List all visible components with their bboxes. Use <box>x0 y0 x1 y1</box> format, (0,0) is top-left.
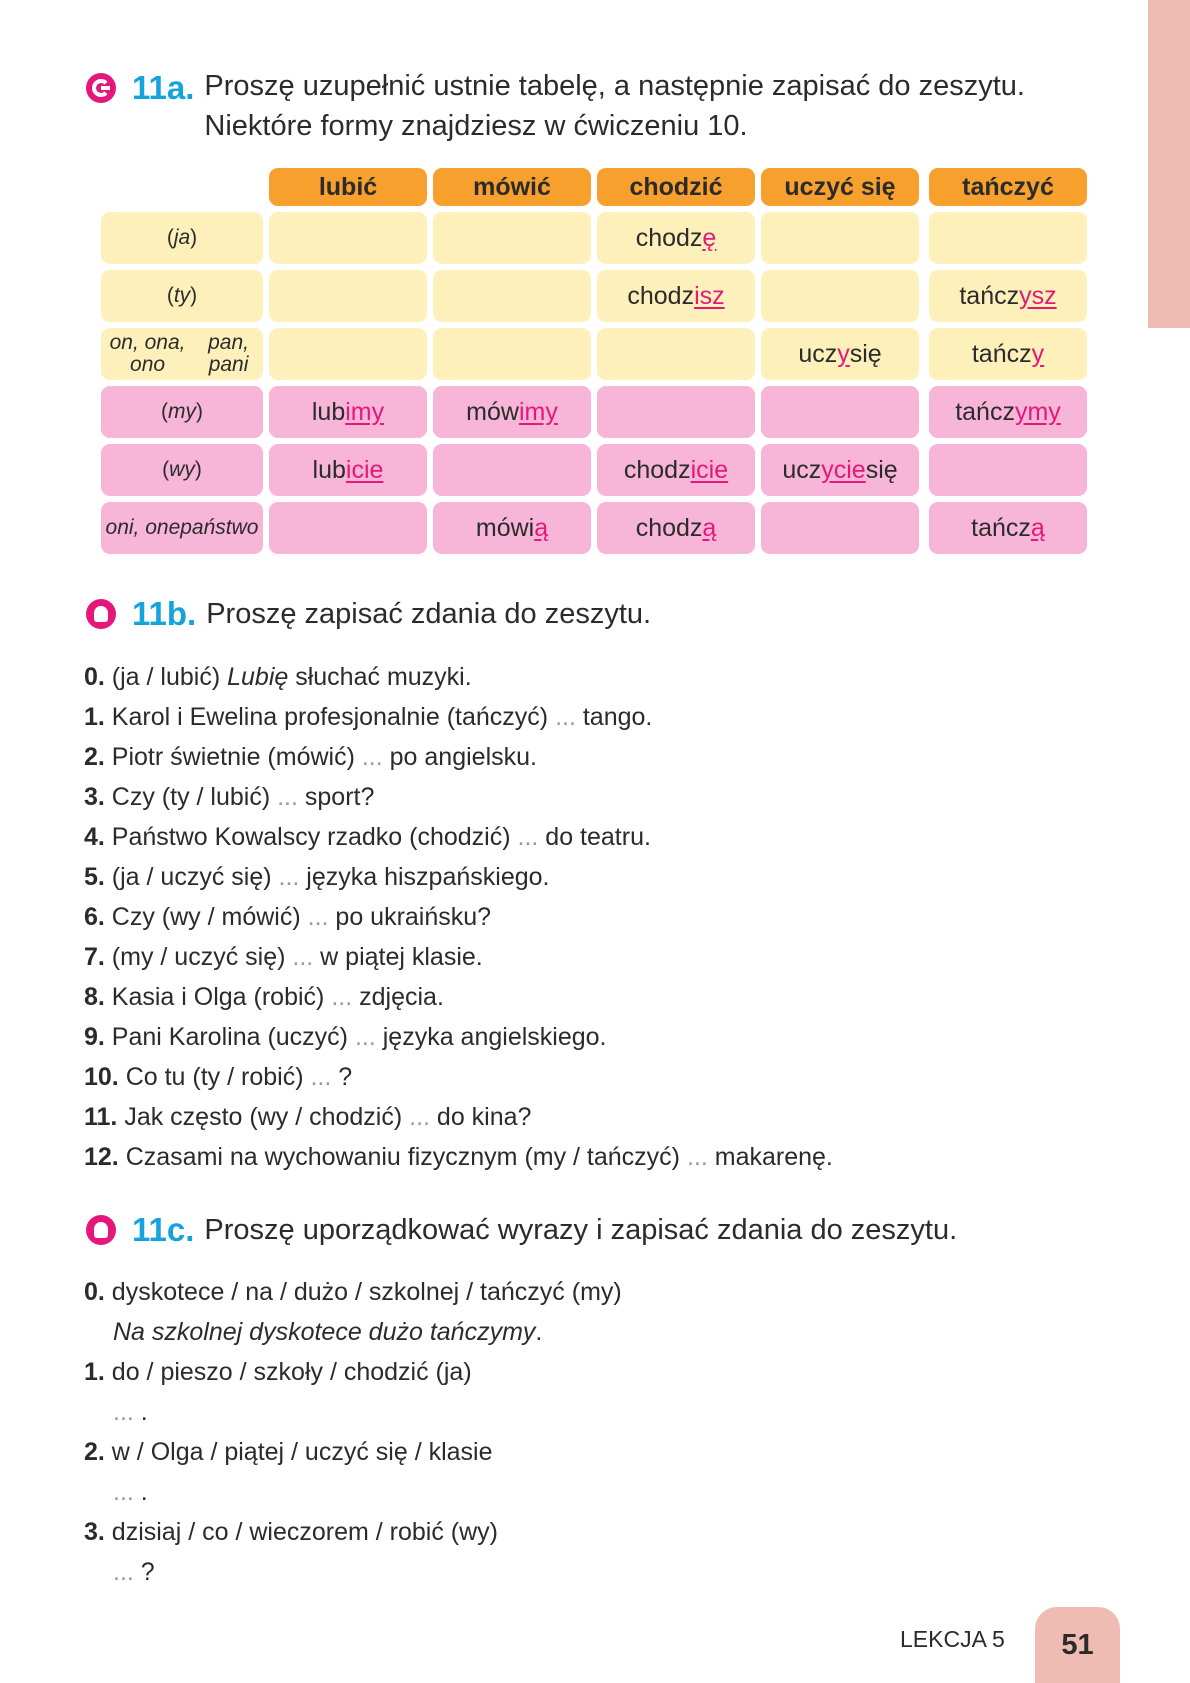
answer-punctuation: . <box>133 1398 148 1426</box>
verb-stem: mów <box>466 397 519 426</box>
item-number: 7. <box>84 943 112 971</box>
answer-gap: ... <box>113 1558 134 1586</box>
verb-form-cell <box>269 386 427 438</box>
sentence-item <box>84 897 833 937</box>
sentence-item <box>84 1057 833 1097</box>
answer-gap: ... <box>307 903 329 931</box>
verb-ending: icie <box>690 455 729 484</box>
scrambled-words-item <box>84 1352 622 1392</box>
item-number: 8. <box>84 983 112 1011</box>
sentence-text: słuchać muzyki. <box>288 663 472 691</box>
verb-form-cell <box>929 328 1087 380</box>
sentence-text: (ja / uczyć się) <box>111 863 279 891</box>
sentence-item <box>84 1137 833 1177</box>
sentence-text: do teatru. <box>538 823 651 851</box>
verb-form-cell <box>433 386 591 438</box>
verb-ending: ycie <box>821 455 866 484</box>
answer-punctuation: . <box>535 1318 543 1346</box>
item-number: 12. <box>84 1143 126 1171</box>
verb-form-cell <box>433 502 591 554</box>
exercise-title <box>204 66 1025 146</box>
exercise-title: Proszę uporządkować wyrazy i zapisać zdania do zeszytu. <box>204 1214 958 1246</box>
verb-form-cell <box>929 444 1087 496</box>
exercise-11c-header <box>86 1208 957 1252</box>
verb-stem: chodz <box>635 223 703 252</box>
verb-stem: ucz <box>798 339 838 368</box>
item-number: 0. <box>84 663 112 691</box>
verb-stem: chodz <box>627 281 695 310</box>
grammar-icon <box>86 73 116 103</box>
verb-form-cell <box>433 444 591 496</box>
answer-gap: ... <box>277 783 298 811</box>
pronoun-text: ) <box>196 400 203 423</box>
item-number: 11. <box>84 1103 125 1131</box>
verb-form-cell <box>597 212 755 264</box>
verb-ending: isz <box>694 281 725 310</box>
answer-gap: ... <box>113 1478 134 1506</box>
pronoun-text: ( <box>166 226 174 249</box>
verb-ending: ymy <box>1014 397 1061 426</box>
sentence-item <box>84 1017 833 1057</box>
answer-gap: ... <box>292 943 314 971</box>
sentence-text: w piątej klasie. <box>313 943 483 971</box>
pronoun-cell <box>101 328 263 380</box>
item-number: 6. <box>84 903 112 931</box>
pronoun-text: ty <box>173 284 191 307</box>
verb-form-cell <box>269 328 427 380</box>
page-number: 51 <box>1035 1607 1120 1683</box>
verb-stem: tańcz <box>971 513 1031 542</box>
sentence-text: (ja / lubić) <box>111 663 228 691</box>
pronoun-text: ) <box>190 226 198 249</box>
answer-gap: ... <box>555 703 576 731</box>
sentence-item <box>84 1097 833 1137</box>
verb-form-cell <box>597 270 755 322</box>
sentence-text: Czy (wy / mówić) <box>111 903 308 931</box>
pronoun-text: ja <box>173 226 191 249</box>
scrambled-words-item <box>84 1512 622 1552</box>
side-tab <box>1148 0 1190 328</box>
verb-form-cell <box>269 502 427 554</box>
verb-ending: icie <box>345 455 384 484</box>
column-header: chodzić <box>597 168 755 206</box>
item-number: 3. <box>84 1518 112 1546</box>
answer-gap: ... <box>354 1023 376 1051</box>
pronoun-text: ( <box>162 458 170 481</box>
sentence-text: Co tu (ty / robić) <box>125 1063 311 1091</box>
pronoun-cell <box>101 212 263 264</box>
scrambled-words: do / pieszo / szkoły / chodzić (ja) <box>111 1358 472 1386</box>
exercise-11c-list <box>84 1272 622 1592</box>
item-number: 1. <box>84 1358 112 1386</box>
verb-ending: ę <box>702 223 717 252</box>
item-number: 4. <box>84 823 112 851</box>
exercise-number: 11a. <box>132 69 195 106</box>
item-number: 3. <box>84 783 112 811</box>
scrambled-words: dzisiaj / co / wieczorem / robić (wy) <box>111 1518 498 1546</box>
exercise-title-line2: Niektóre formy znajdziesz w ćwiczeniu 10. <box>204 110 748 142</box>
verb-form-cell <box>761 270 919 322</box>
exercise-title: Proszę zapisać zdania do zeszytu. <box>206 598 652 630</box>
item-number: 0. <box>84 1278 112 1306</box>
example-answer: Lubię <box>227 663 289 691</box>
pronoun-cell <box>101 270 263 322</box>
item-number: 5. <box>84 863 112 891</box>
verb-stem: chodz <box>635 513 703 542</box>
exercise-number: 11b. <box>132 595 197 632</box>
verb-ending: ą <box>1030 513 1045 542</box>
verb-form-cell <box>433 212 591 264</box>
column-header: uczyć się <box>761 168 919 206</box>
sentence-item <box>84 777 833 817</box>
pronoun-text: pan, pani <box>208 331 249 376</box>
verb-stem: lub <box>312 455 346 484</box>
verb-stem: tańcz <box>955 397 1015 426</box>
answer-gap: ... <box>278 863 300 891</box>
answer-gap: ... <box>361 743 383 771</box>
verb-form-cell <box>929 212 1087 264</box>
answer-line <box>84 1312 622 1352</box>
sentence-text: makarenę. <box>707 1143 833 1171</box>
verb-form-cell <box>761 328 919 380</box>
sentence-text: (my / uczyć się) <box>111 943 293 971</box>
column-header: mówić <box>433 168 591 206</box>
answer-gap: ... <box>331 983 353 1011</box>
pronoun-text: ) <box>190 284 198 307</box>
pronoun-text: wy <box>169 458 195 481</box>
sentence-item <box>84 657 833 697</box>
sentence-text: do kina? <box>429 1103 532 1131</box>
verb-form-cell <box>433 270 591 322</box>
pronoun-text: ( <box>161 400 168 423</box>
verb-stem: ucz <box>782 455 822 484</box>
item-number: 1. <box>84 703 112 731</box>
column-header: tańczyć <box>929 168 1087 206</box>
verb-ending: ą <box>534 513 549 542</box>
writing-hand-icon <box>86 1215 116 1245</box>
pronoun-text: on, ona, ono <box>109 331 186 376</box>
sentence-text: języka angielskiego. <box>375 1023 607 1051</box>
item-number: 2. <box>84 743 112 771</box>
exercise-title-line1: Proszę uzupełnić ustnie tabelę, a następnie zapisać do zeszytu. <box>204 70 1025 102</box>
item-number: 9. <box>84 1023 112 1051</box>
sentence-text: sport? <box>297 783 375 811</box>
pronoun-text: my <box>168 400 196 423</box>
verb-stem: lub <box>311 397 346 426</box>
sentence-text: języka hiszpańskiego. <box>299 863 550 891</box>
exercise-number: 11c. <box>132 1211 195 1248</box>
sentence-item <box>84 697 833 737</box>
sentence-text: Piotr świetnie (mówić) <box>111 743 362 771</box>
verb-form-cell <box>761 502 919 554</box>
verb-stem: mówi <box>475 513 535 542</box>
answer-punctuation: ? <box>133 1558 155 1586</box>
lesson-label: LEKCJA 5 <box>900 1626 1005 1652</box>
answer-gap: ... <box>113 1398 134 1426</box>
pronoun-cell <box>101 386 263 438</box>
pronoun-cell <box>101 444 263 496</box>
sentence-text: po ukraińsku? <box>328 903 492 931</box>
sentence-text: ? <box>331 1063 353 1091</box>
verb-form-cell <box>761 212 919 264</box>
sentence-text: Czasami na wychowaniu fizycznym (my / tańczyć) <box>125 1143 687 1171</box>
answer-gap: ... <box>517 823 539 851</box>
verb-stem: tańcz <box>971 339 1032 368</box>
answer-line <box>84 1552 622 1592</box>
verb-form-cell <box>761 444 919 496</box>
verb-ending: y <box>1031 339 1045 368</box>
sentence-text: Pani Karolina (uczyć) <box>111 1023 355 1051</box>
answer-gap: ... <box>310 1063 332 1091</box>
pronoun-text: oni, one <box>105 516 181 539</box>
sentence-item <box>84 817 833 857</box>
exercise-11b-header <box>86 592 651 636</box>
column-header: lubić <box>269 168 427 206</box>
verb-form-cell <box>597 444 755 496</box>
verb-stem: chodz <box>623 455 691 484</box>
answer-line <box>84 1392 622 1432</box>
verb-form-cell <box>929 386 1087 438</box>
pronoun-text: państwo <box>180 516 259 539</box>
pronoun-text: ( <box>166 284 174 307</box>
sentence-item <box>84 937 833 977</box>
scrambled-words: dyskotece / na / dużo / szkolnej / tańczyć (my) <box>111 1278 622 1306</box>
verb-form-cell <box>597 328 755 380</box>
scrambled-words: w / Olga / piątej / uczyć się / klasie <box>111 1438 493 1466</box>
sentence-text: Kasia i Olga (robić) <box>111 983 332 1011</box>
sentence-item <box>84 857 833 897</box>
verb-ending: ą <box>702 513 717 542</box>
sentence-text: tango. <box>575 703 653 731</box>
verb-ending: ysz <box>1019 281 1057 310</box>
verb-reflexive: się <box>849 339 882 368</box>
verb-form-cell <box>269 212 427 264</box>
verb-form-cell <box>433 328 591 380</box>
sentence-text: zdjęcia. <box>352 983 444 1011</box>
sentence-text: Państwo Kowalscy rzadko (chodzić) <box>111 823 518 851</box>
pronoun-text: ) <box>194 458 202 481</box>
sentence-text: Karol i Ewelina profesjonalnie (tańczyć) <box>111 703 556 731</box>
answer-punctuation: . <box>133 1478 148 1506</box>
sentence-text: Jak często (wy / chodzić) <box>124 1103 410 1131</box>
verb-form-cell <box>597 386 755 438</box>
verb-form-cell <box>929 270 1087 322</box>
verb-reflexive: się <box>865 455 898 484</box>
exercise-11b-list <box>84 657 833 1177</box>
answer-line <box>84 1472 622 1512</box>
verb-form-cell <box>269 270 427 322</box>
verb-ending: y <box>837 339 850 368</box>
answer-gap: ... <box>686 1143 708 1171</box>
sentence-text: po angielsku. <box>382 743 537 771</box>
verb-ending: imy <box>345 397 385 426</box>
scrambled-words-item <box>84 1272 622 1312</box>
sentence-text: Czy (ty / lubić) <box>111 783 278 811</box>
verb-form-cell <box>269 444 427 496</box>
writing-hand-icon <box>86 599 116 629</box>
sentence-item <box>84 977 833 1017</box>
example-answer: Na szkolnej dyskotece dużo tańczymy <box>113 1318 536 1346</box>
exercise-11a-header <box>86 66 1025 146</box>
sentence-item <box>84 737 833 777</box>
verb-stem: tańcz <box>959 281 1020 310</box>
item-number: 10. <box>84 1063 126 1091</box>
verb-form-cell <box>929 502 1087 554</box>
pronoun-cell <box>101 502 263 554</box>
scrambled-words-item <box>84 1432 622 1472</box>
verb-form-cell <box>597 502 755 554</box>
item-number: 2. <box>84 1438 112 1466</box>
answer-gap: ... <box>409 1103 430 1131</box>
verb-form-cell <box>761 386 919 438</box>
verb-ending: imy <box>518 397 558 426</box>
